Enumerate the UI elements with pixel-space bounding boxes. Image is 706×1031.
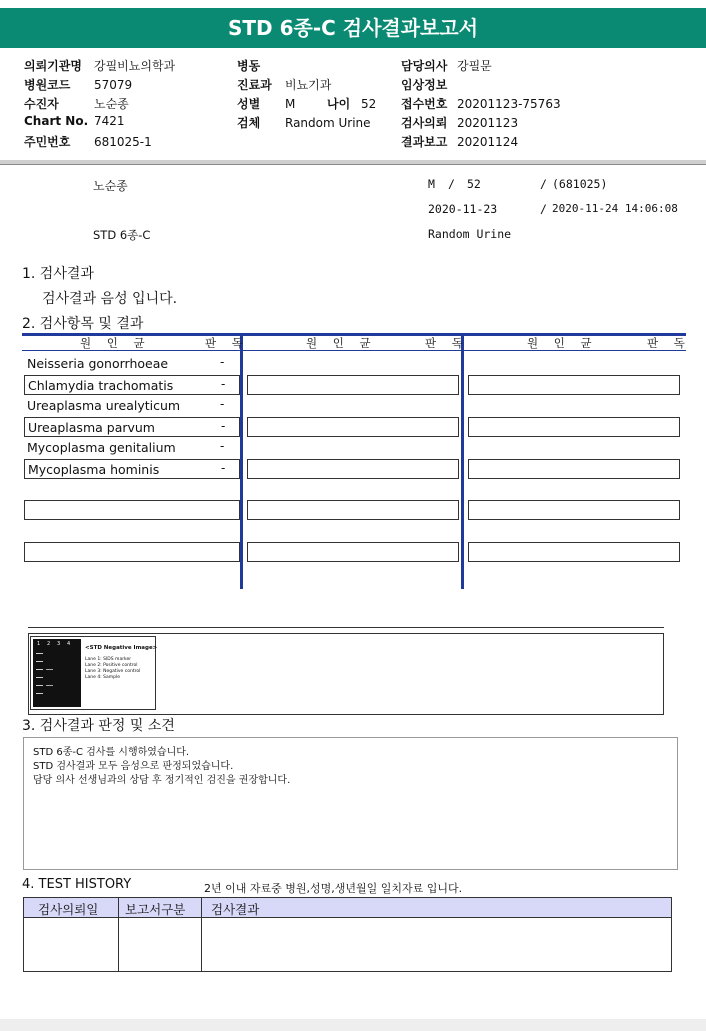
table-row [24, 375, 240, 395]
history-header-type [118, 897, 202, 918]
hdr-value: 7421 [94, 114, 125, 128]
summary-date1: 2020-11-23 [428, 202, 498, 216]
gel-band [36, 653, 43, 654]
pathogen-name: Neisseria gonorrhoeae [27, 356, 169, 371]
history-cell [118, 917, 202, 972]
hdr-value: 20201124 [457, 135, 519, 149]
opinion-line: 담당 의사 선생님과의 상담 후 정기적인 검진을 권장합니다. [33, 775, 291, 786]
history-cell [201, 917, 672, 972]
gel-image [33, 639, 81, 707]
gel-image-panel [30, 636, 156, 710]
hdr-label: 담당의사 [401, 59, 448, 73]
hdr-label: 주민번호 [24, 135, 71, 149]
table-row-empty [247, 542, 459, 562]
table-row [24, 396, 240, 416]
summary-date2: 2020-11-24 14:06:08 [552, 202, 678, 215]
gel-band [46, 685, 53, 686]
gel-legend-item: Lane 3: Negative control [85, 669, 141, 674]
history-header-result [201, 897, 672, 918]
hdr-label: 검체 [237, 116, 261, 130]
hdr-value: 681025-1 [94, 135, 152, 149]
gel-band [46, 669, 53, 670]
section1-heading: 1. 검사결과 [22, 266, 94, 282]
gel-lane-label: 2 [47, 641, 51, 647]
hdr-label: 접수번호 [401, 97, 448, 111]
table-row-empty [468, 417, 680, 437]
pathogen-result: - [220, 355, 225, 369]
hdr-label: 검사의뢰 [401, 116, 448, 130]
table-row-empty [468, 459, 680, 479]
gel-lane-label: 3 [57, 641, 61, 647]
hdr-value: 노순종 [94, 97, 129, 111]
summary-test: STD 6종-C [93, 228, 151, 242]
table-row-empty [24, 542, 240, 562]
col-header-result: 판 독 [205, 336, 249, 350]
gel-title: <STD Negative Image> [85, 645, 158, 651]
table-row [24, 417, 240, 437]
results-table-divider [461, 333, 464, 589]
col-header-pathogen: 원 인 균 [80, 336, 151, 350]
pathogen-result: - [221, 461, 226, 475]
gel-band [36, 677, 43, 678]
report-title: STD 6종-C 검사결과보고서 [0, 8, 706, 48]
gel-band [36, 661, 43, 662]
col-header-pathogen: 원 인 균 [527, 336, 598, 350]
table-row-empty [24, 500, 240, 520]
hdr-label: 임상정보 [401, 78, 448, 92]
section4-note: 2년 이내 자료중 병원,성명,생년월일 일치자료 입니다. [204, 882, 463, 895]
gel-lane-label: 1 [37, 641, 41, 647]
header-col1 [24, 57, 175, 152]
hdr-label: 성별 [237, 97, 261, 111]
section3-heading: 3. 검사결과 판정 및 소견 [22, 718, 175, 734]
summary-age: 52 [467, 177, 481, 191]
results-table-divider [240, 333, 243, 589]
table-row-empty [247, 500, 459, 520]
summary-slash: / [540, 177, 547, 191]
summary-slash: / [540, 202, 547, 216]
gel-band [36, 685, 43, 686]
table-row-empty [247, 375, 459, 395]
table-row-empty [468, 375, 680, 395]
hdr-value: 20201123-75763 [457, 97, 561, 111]
table-row-empty [247, 459, 459, 479]
hdr-label-age: 나이 [327, 97, 351, 111]
section2-heading: 2. 검사항목 및 결과 [22, 316, 144, 332]
gel-band [36, 669, 43, 670]
section1-result: 검사결과 음성 입니다. [42, 291, 178, 307]
pathogen-name: Mycoplasma genitalium [27, 440, 176, 455]
gel-legend-item: Lane 1: SIDS marker [85, 657, 132, 662]
history-col-label: 보고서구분 [125, 902, 186, 917]
gel-lane-label: 4 [67, 641, 71, 647]
opinion-line: STD 검사결과 모두 음성으로 판정되었습니다. [33, 761, 234, 772]
hdr-value: Random Urine [285, 116, 371, 130]
hdr-value: 강필비뇨의학과 [94, 59, 176, 73]
hdr-label: 병동 [237, 59, 261, 73]
gel-legend-item: Lane 2: Positive control [85, 663, 138, 668]
table-row [24, 459, 240, 479]
pathogen-result: - [220, 439, 225, 453]
summary-birth: (681025) [552, 177, 608, 191]
history-header-requested [23, 897, 119, 918]
table-row-empty [468, 500, 680, 520]
pathogen-name: Mycoplasma hominis [28, 462, 160, 477]
opinion-line: STD 6종-C 검사를 시행하였습니다. [33, 747, 190, 758]
hdr-value-age: 52 [361, 97, 377, 111]
history-col-label: 검사의뢰일 [38, 902, 99, 917]
hdr-label: 의뢰기관명 [24, 59, 82, 73]
header-separator-line [0, 164, 706, 165]
pathogen-result: - [221, 377, 226, 391]
history-cell [23, 917, 119, 972]
gel-topline [28, 627, 664, 628]
summary-sex: M [428, 177, 435, 191]
col-header-result: 판 독 [425, 336, 469, 350]
hdr-label: 병원코드 [24, 78, 71, 92]
hdr-label: 수진자 [24, 97, 59, 111]
gel-legend-item: Lane 4: Sample [85, 675, 120, 680]
pathogen-name: Ureaplasma parvum [28, 420, 155, 435]
summary-slash: / [448, 177, 455, 191]
hdr-label: 진료과 [237, 78, 272, 92]
history-col-label: 검사결과 [211, 902, 260, 917]
hdr-value: 20201123 [457, 116, 519, 130]
hdr-value: 강필문 [457, 59, 492, 73]
pathogen-name: Chlamydia trachomatis [28, 378, 174, 393]
header-col2 [237, 57, 376, 133]
pathogen-name: Ureaplasma urealyticum [27, 398, 181, 413]
hdr-value: M [285, 97, 296, 111]
pathogen-result: - [221, 419, 226, 433]
col-header-result: 판 독 [647, 336, 691, 350]
page-footer [0, 1019, 706, 1031]
hdr-label: Chart No. [24, 114, 89, 128]
table-row-empty [468, 542, 680, 562]
opinion-box [23, 737, 678, 870]
table-row [24, 354, 240, 374]
hdr-value: 57079 [94, 78, 133, 92]
pathogen-result: - [220, 397, 225, 411]
hdr-label: 결과보고 [401, 135, 448, 149]
summary-name: 노순종 [93, 179, 128, 193]
header-col3 [401, 57, 561, 152]
gel-band [36, 693, 43, 694]
section4-heading: 4. TEST HISTORY [22, 877, 132, 892]
col-header-pathogen: 원 인 균 [306, 336, 377, 350]
summary-specimen: Random Urine [428, 227, 512, 241]
table-row [24, 438, 240, 458]
table-row-empty [247, 417, 459, 437]
hdr-value: 비뇨기과 [285, 78, 332, 92]
